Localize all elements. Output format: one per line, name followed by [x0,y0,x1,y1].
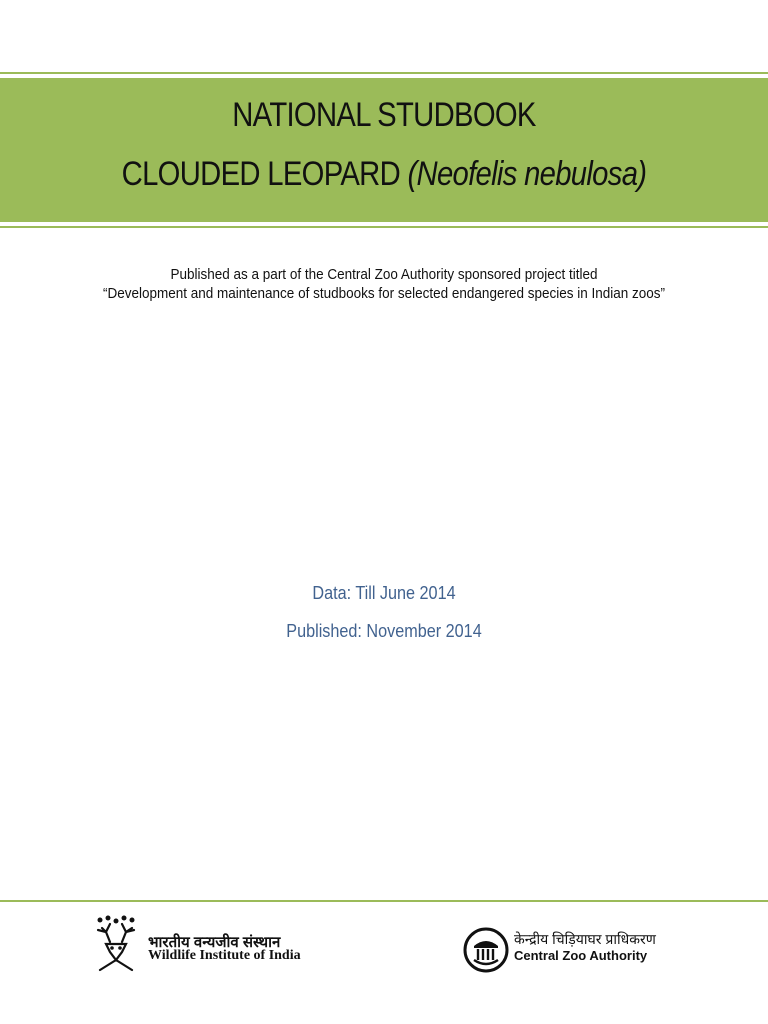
species-common-name: CLOUDED LEOPARD [121,155,408,193]
title-species [54,155,714,194]
footer-rule [0,900,768,902]
wii-logo [92,912,332,972]
species-scientific-name: (Neofelis nebulosa) [407,155,647,193]
data-date: Data: Till June 2014 [312,583,456,603]
project-title: “Development and maintenance of studbooks for selected endangered species in Indian zoos” [102,285,666,302]
cza-name-english: Central Zoo Authority [514,948,648,963]
wii-name-english: Wildlife Institute of India [148,948,301,963]
published-date: Published: November 2014 [286,621,482,641]
cza-logo [462,926,682,974]
cza-name-hindi: केन्द्रीय चिड़ियाघर प्राधिकरण [514,931,656,947]
publication-note: Published as a part of the Central Zoo Authority sponsored project titled [170,266,598,283]
banner-top-rule [0,72,768,74]
title-national-studbook: NATIONAL STUDBOOK [232,96,536,134]
banner-bottom-rule [0,226,768,228]
wii-name-hindi: भारतीय वन्यजीव संस्थान [148,934,281,951]
deer-emblem-icon [92,912,144,972]
cza-emblem-icon [462,926,510,974]
